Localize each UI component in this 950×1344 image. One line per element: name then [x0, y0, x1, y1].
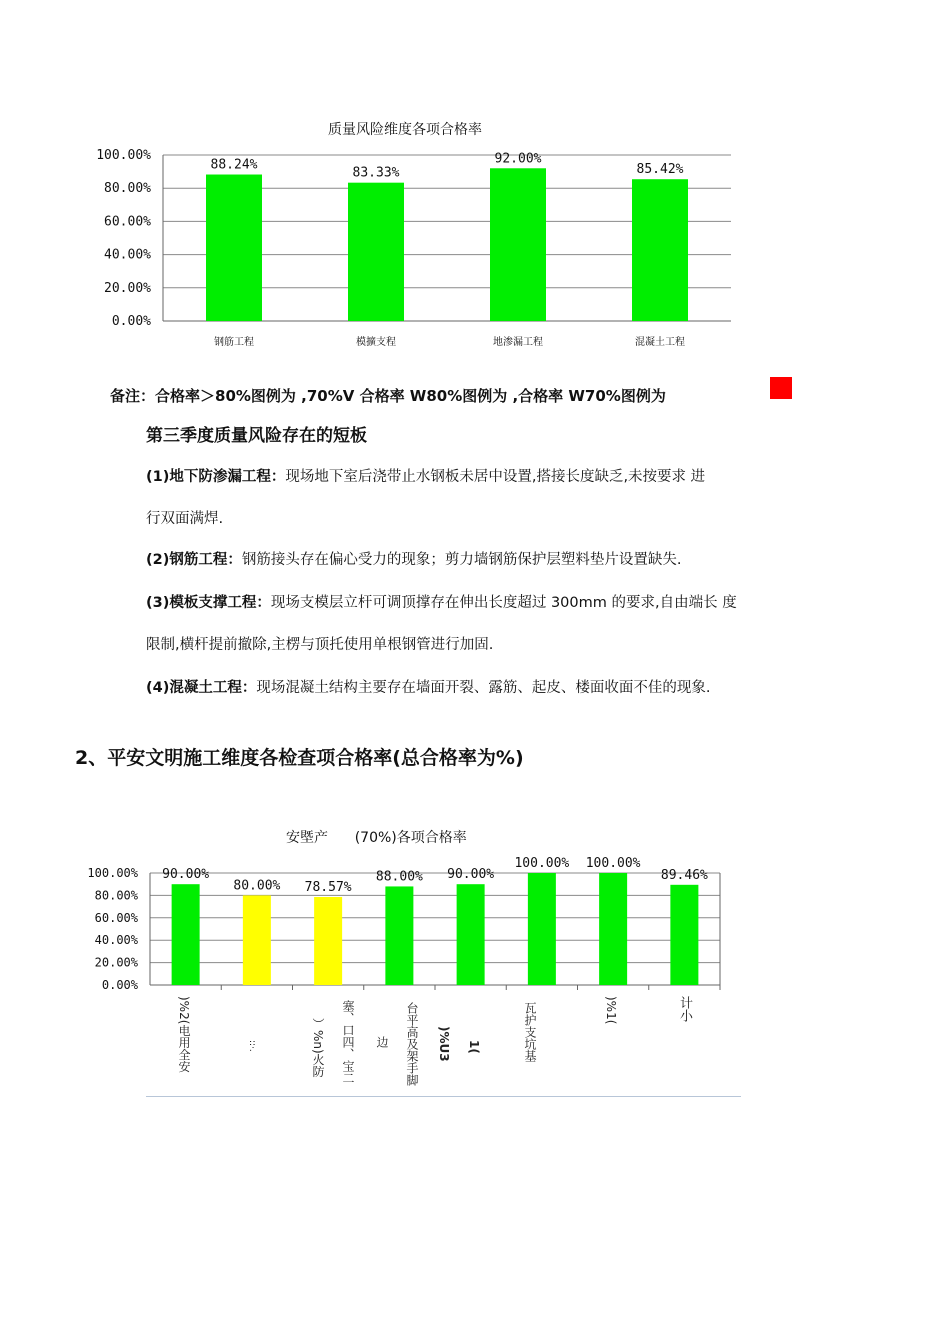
- data-label: 85.42%: [636, 162, 684, 178]
- y-tick-label: 80.00%: [104, 181, 151, 197]
- chart2-xlabel-1: )%2(电用全安: [177, 996, 191, 1073]
- bar: [599, 873, 627, 985]
- item-3-cont: 限制,横杆提前撤除,主楞与顶托使用单根钢管进行加固.: [146, 637, 494, 653]
- section-heading: 第三季度质量风险存在的短板: [146, 426, 367, 446]
- y-tick-label: 100.00%: [87, 866, 138, 880]
- note-text: 合格率＞80%图例为 ,70%V 合格率 W80%图例为 ,合格率 W70%图例为: [155, 387, 666, 405]
- data-label: 88.24%: [210, 157, 258, 173]
- x-tick-label: 钢筋工程: [214, 337, 254, 348]
- chart2-xlabel-5: 边: [375, 1036, 389, 1048]
- x-tick-label: 混凝土工程: [635, 337, 685, 348]
- y-tick-label: 100.00%: [96, 148, 151, 163]
- data-label: 83.33%: [352, 165, 400, 181]
- data-label: 100.00%: [585, 856, 641, 871]
- chart2-xlabel-7: )%U3: [437, 1026, 451, 1062]
- chart2-xlabel-8: 1(: [467, 1040, 481, 1054]
- bar: [385, 886, 413, 985]
- chart2-xlabel-3: ）%n)火防: [311, 1018, 325, 1078]
- chart1-title: 质量风险维度各项合格率: [328, 122, 482, 138]
- y-tick-label: 40.00%: [104, 247, 151, 263]
- y-tick-label: 0.00%: [111, 314, 151, 329]
- bar: [243, 895, 271, 985]
- y-tick-label: 20.00%: [104, 280, 151, 296]
- bar: [528, 873, 556, 985]
- item-2-label: (2)钢筋工程：: [146, 552, 242, 568]
- item-3-text: 现场支模层立杆可调顶撑存在伸出长度超过 300mm 的要求,自由端长 度: [270, 595, 737, 611]
- item-1-text: 现场地下室后浇带止水钢板未居中设置,搭接长度缺乏,未按要求 进: [285, 469, 706, 485]
- data-label: 78.57%: [304, 880, 352, 896]
- data-label: 100.00%: [514, 856, 570, 871]
- item-4-text: 现场混凝土结构主要存在墙面开裂、露筋、起皮、楼面收面不佳的现象.: [256, 680, 711, 696]
- chart2-xlabel-2: ::·.: [247, 1040, 257, 1052]
- item-3-label: (3)模板支撑工程：: [146, 595, 271, 611]
- y-tick-label: 80.00%: [94, 888, 138, 903]
- data-label: 88.00%: [375, 869, 423, 885]
- chart2-xlabel-4: 塞、口四、宝二: [341, 1000, 355, 1084]
- data-label: 90.00%: [447, 867, 495, 883]
- y-tick-label: 60.00%: [94, 910, 138, 925]
- chart2-xlabel-11: 计小: [677, 996, 692, 1022]
- y-tick-label: 0.00%: [101, 978, 138, 992]
- chart2-xlabel-10: )%1(: [604, 996, 618, 1025]
- y-tick-label: 60.00%: [104, 214, 151, 230]
- x-tick-label: 地渗漏工程: [493, 337, 543, 348]
- item-2-text: 钢筋接头存在偏心受力的现象；剪力墙钢筋保护层塑料垫片设置缺失.: [241, 552, 682, 568]
- data-label: 80.00%: [233, 878, 281, 894]
- y-tick-label: 40.00%: [94, 933, 138, 948]
- note-prefix: 备注：: [110, 387, 156, 405]
- item-4-label: (4)混凝土工程：: [146, 680, 257, 696]
- data-label: 92.00%: [494, 151, 542, 167]
- bar: [457, 884, 485, 985]
- data-label: 90.00%: [162, 867, 210, 883]
- data-label: 89.46%: [660, 867, 708, 883]
- item-1-label: (1)地下防渗漏工程：: [146, 469, 286, 485]
- bar: [314, 897, 342, 985]
- chart2-xlabel-9: 瓦护支坑基: [523, 1002, 537, 1062]
- section2-heading: 2、平安文明施工维度各检查项合格率(总合格率为%): [75, 747, 524, 769]
- bar: [670, 885, 698, 985]
- chart2-title: 安塈产 (70%)各项合格率: [286, 830, 467, 846]
- y-tick-label: 20.00%: [94, 955, 138, 970]
- chart2-xlabel-6: 台平高及架手脚: [405, 1002, 419, 1086]
- item-1-cont: 行双面满焊.: [146, 511, 224, 527]
- divider-line: [146, 1096, 741, 1097]
- bar: [172, 884, 200, 985]
- x-tick-label: 模擴支程: [356, 337, 396, 348]
